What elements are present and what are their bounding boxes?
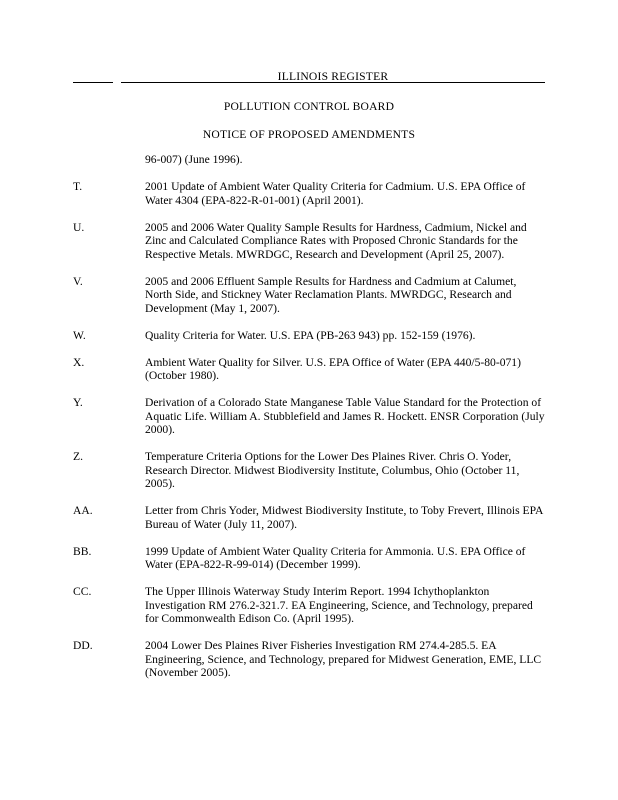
continuation-text: 96-007) (June 1996). (145, 153, 243, 166)
board-name: POLLUTION CONTROL BOARD (223, 100, 395, 113)
register-title: ILLINOIS REGISTER (277, 70, 389, 83)
list-item-label: CC. (73, 585, 92, 598)
list-item-text: Ambient Water Quality for Silver. U.S. EPA Office of Water (EPA 440/5-80-071) (October 1980). (145, 355, 521, 382)
list-item-label: BB. (73, 544, 92, 558)
list-item (73, 545, 553, 572)
notice-title: NOTICE OF PROPOSED AMENDMENTS (202, 128, 416, 141)
list-item (73, 180, 553, 207)
list-item-text: 2004 Lower Des Plaines River Fisheries Investigation RM 274.4-285.5. EA Engineering, Science, and Technology, prepared for Midwest Generation, EME, LLC (November 2005). (145, 639, 542, 679)
list-item-text: 2005 and 2006 Effluent Sample Results for Hardness and Cadmium at Calumet, North Side, and Stickney Water Reclamation Plants. MWRDGC, Research and Development (May 1, 2007). (145, 274, 517, 315)
list-item-label: W. (73, 328, 86, 342)
list-item-text: 1999 Update of Ambient Water Quality Criteria for Ammonia. U.S. EPA Office of Water (EPA-822-R-99-014) (December 1999). (145, 544, 526, 571)
list-item-label: X. (73, 355, 85, 369)
list-item (73, 396, 553, 437)
list-item-label: AA. (73, 504, 93, 517)
list-item (73, 329, 553, 343)
list-item-text: 2005 and 2006 Water Quality Sample Results for Hardness, Cadmium, Nickel and Zinc and Calculated Compliance Rates with Proposed Chronic Standards for the Respective Metals. MWRDGC, Research and Development (April 25, 2007). (145, 220, 527, 261)
list-item (73, 356, 553, 383)
list-item-label: Z. (73, 450, 83, 463)
list-item-text: Quality Criteria for Water. U.S. EPA (PB-263 943) pp. 152-159 (1976). (145, 328, 476, 342)
list-item (73, 450, 553, 491)
list-item (73, 639, 553, 680)
list-item-text: The Upper Illinois Waterway Study Interim Report. 1994 Ichythoplankton Investigation RM 276.2-321.7. EA Engineering, Science, and Technology, prepared for Commonwealth Edison Co. (April 1995). (145, 585, 533, 625)
list-item-text: Temperature Criteria Options for the Lower Des Plaines River. Chris O. Yoder, Research Director. Midwest Biodiversity Institute, Columbus, Ohio (October 11, 2005). (145, 450, 520, 490)
list-item (73, 221, 553, 262)
list-item-label: DD. (73, 639, 93, 652)
list-item-label: U. (73, 220, 85, 234)
list-item-text: Letter from Chris Yoder, Midwest Biodiversity Institute, to Toby Frevert, Illinois EPA Bureau of Water (July 11, 2007). (145, 504, 543, 531)
header-rule-left (73, 82, 113, 83)
list-item-label: T. (73, 180, 83, 193)
list-item-text: Derivation of a Colorado State Manganese Table Value Standard for the Protection of Aquatic Life. William A. Stubblefield and James R. Hockett. ENSR Corporation (July 2000). (145, 396, 545, 436)
list-item (73, 504, 553, 531)
reference-list (73, 153, 553, 680)
list-item-label: Y. (73, 396, 83, 409)
list-item (73, 275, 553, 316)
list-item-label: V. (73, 274, 83, 288)
list-item-text: 2001 Update of Ambient Water Quality Criteria for Cadmium. U.S. EPA Office of Water 4304 (EPA-822-R-01-001) (April 2001). (145, 180, 526, 207)
list-item (73, 585, 553, 626)
